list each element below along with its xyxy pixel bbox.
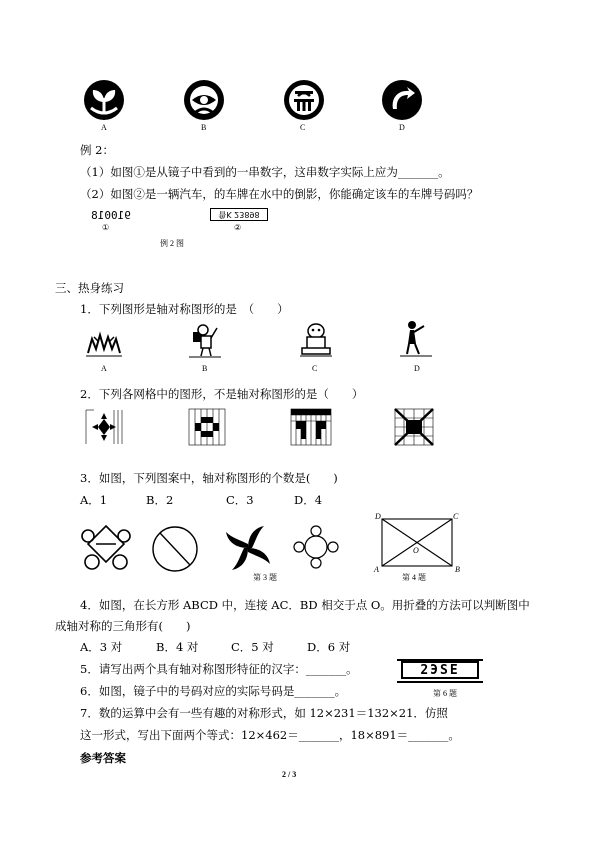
example2-question-2: （2）如图②是一辆汽车，的车牌在水中的倒影，你能确定该车的车牌号码吗？ [80, 187, 479, 201]
q5-text: 5．请写出两个具有轴对称图形特征的汉字：_______。 [80, 662, 358, 676]
q3-option-b[interactable]: B．2 [146, 493, 174, 507]
q1-text: 1．下列图形是轴对称图形的是 （ ） [80, 302, 289, 316]
logo-c-figure [282, 78, 326, 122]
q2-option-d-grid [394, 408, 434, 446]
q3-circle-figure [150, 524, 200, 574]
q1-label-a: A [101, 364, 107, 373]
q1-label-c: C [312, 364, 318, 373]
q6-figure-caption: 第 6 题 [433, 689, 457, 698]
fig2-label: ② [234, 223, 242, 232]
q3-rings-figure [292, 524, 340, 570]
q1-option-b-figure [187, 322, 223, 360]
q4-rectangle-figure [375, 515, 457, 573]
q2-option-a-grid [84, 408, 124, 446]
q3-figure-caption: 第 3 题 [253, 573, 277, 582]
logo-b-label: B [201, 123, 207, 132]
q3-knot-figure [78, 522, 134, 574]
fig1-label: ① [102, 223, 110, 232]
q7-text-line2: 这一形式，写出下面两个等式：12×462＝_______，18×891＝_______。 [80, 728, 460, 742]
q1-label-d: D [414, 364, 420, 373]
q4-option-a[interactable]: A．3 对 [80, 640, 123, 654]
q3-option-a[interactable]: A．1 [80, 493, 108, 507]
license-plate-figure: 鲁K 23898 [210, 208, 268, 221]
q6-mirror-figure [397, 659, 483, 683]
q1-label-b: B [202, 364, 208, 373]
page-number: 2 / 3 [282, 770, 297, 779]
q4-vertex-b: B [455, 565, 460, 574]
logo-c-label: C [300, 123, 306, 132]
logo-d-figure [380, 78, 424, 122]
q4-vertex-c: C [453, 512, 459, 521]
logo-d-label: D [399, 123, 405, 132]
section3-title: 三、热身练习 [55, 281, 124, 295]
q1-option-c-figure [296, 320, 336, 360]
q3-text: 3．如图，下列图案中，轴对称图形的个数是( ) [80, 471, 338, 485]
logo-b-figure [182, 78, 226, 122]
logo-a-figure [82, 78, 126, 122]
q4-text-line2: 成轴对称的三角形有( ) [55, 619, 191, 633]
mirror-digits-figure: 910018 [91, 209, 131, 222]
q2-text: 2．下列各网格中的图形，不是轴对称图形的是（ ） [80, 387, 364, 401]
q4-vertex-o: O [413, 546, 419, 555]
q2-option-b-grid [188, 408, 226, 446]
q1-option-a-figure [84, 327, 124, 359]
q6-mirror-number: 2ЭSЕ [401, 661, 479, 679]
answers-heading: 参考答案 [80, 751, 126, 765]
q3-option-c[interactable]: C．3 [226, 493, 254, 507]
q4-figure-caption: 第 4 题 [402, 573, 426, 582]
q4-text-line1: 4．如图，在长方形 ABCD 中，连接 AC．BD 相交于点 O。用折叠的方法可以判断图中 [80, 598, 530, 612]
example2-figure-caption: 例 2 图 [160, 239, 184, 248]
q7-text-line1: 7．数的运算中会有一些有趣的对称形式，如 12×231＝132×21．仿照 [80, 706, 448, 720]
q1-option-d-figure [398, 318, 434, 360]
q4-option-c[interactable]: C．5 对 [231, 640, 274, 654]
q4-option-d[interactable]: D．6 对 [307, 640, 351, 654]
example2-question-1: （1）如图①是从镜子中看到的一串数字，这串数字实际上应为_______。 [80, 165, 450, 179]
q3-option-d[interactable]: D．4 [294, 493, 323, 507]
q6-text: 6．如图，镜子中的号码对应的实际号码是_______。 [80, 684, 347, 698]
example2-heading: 例 2： [80, 143, 114, 157]
q2-option-c-grid [290, 408, 332, 446]
q3-pinwheel-figure [222, 522, 274, 574]
q4-vertex-a: A [374, 565, 379, 574]
q4-option-b[interactable]: B．4 对 [156, 640, 199, 654]
q4-vertex-d: D [375, 512, 381, 521]
logo-a-label: A [101, 123, 107, 132]
